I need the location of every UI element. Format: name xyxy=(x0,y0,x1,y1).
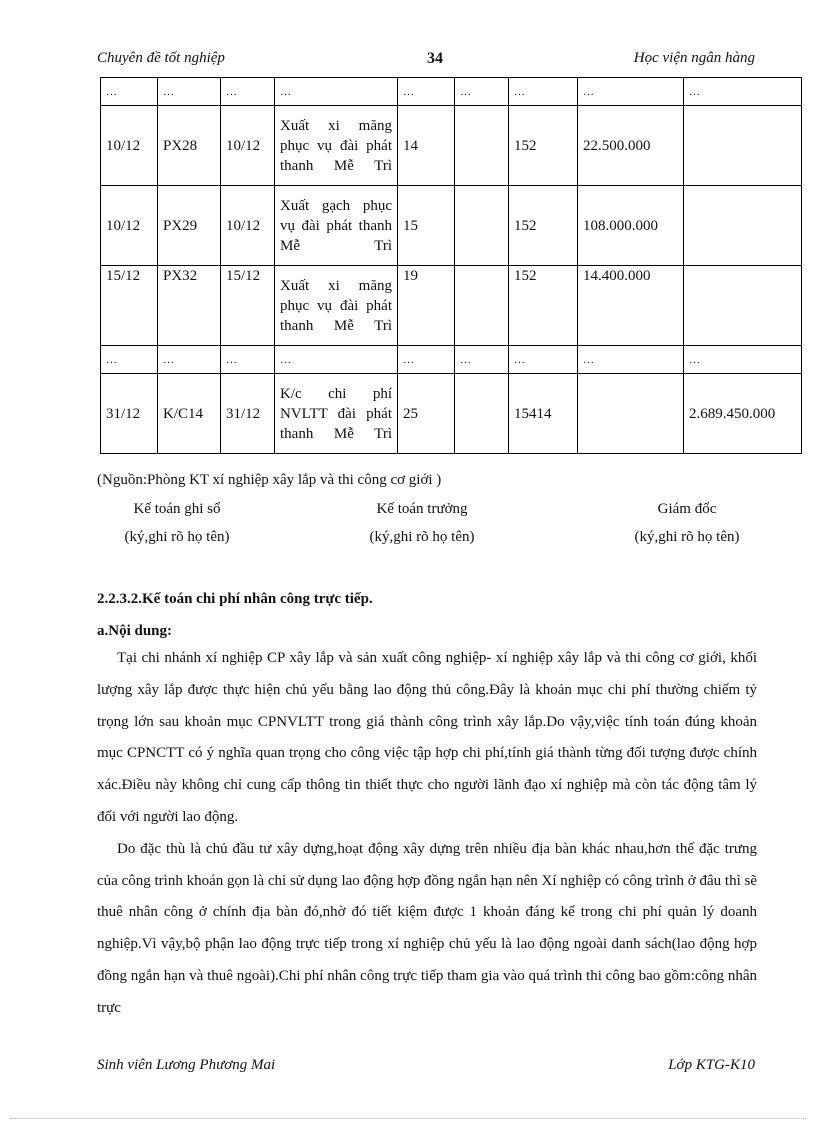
table-cell: 152 xyxy=(509,266,578,346)
signature-title: Kế toán trưởng xyxy=(376,501,468,517)
table-cell: 31/12 xyxy=(221,374,275,454)
table-cell: 2.689.450.000 xyxy=(684,374,802,454)
ledger-table xyxy=(100,77,802,454)
table-row xyxy=(101,186,802,266)
signature-sub: (ký,ghi rõ họ tên) xyxy=(634,529,740,545)
table-cell: PX29 xyxy=(158,186,221,266)
table-cell xyxy=(455,106,509,186)
table-cell: 15/12 xyxy=(101,266,158,346)
table-cell: … xyxy=(578,78,684,106)
section-title: 2.2.3.2.Kế toán chi phí nhân công trực tiếp. xyxy=(97,591,373,607)
table-cell: … xyxy=(101,78,158,106)
table-cell xyxy=(578,374,684,454)
paragraph: Tại chi nhánh xí nghiệp CP xây lắp và sản xuất công nghiệp- xí nghiệp xây lắp và thi công cơ giới, khối lượng xây lắp được thực hiện chủ yếu bằng lao động thủ công.Đây là khoản mục chi phí thường chiếm tỷ trọng lớn sau khoản mục CPNVLTT trong giá thành công trình xây lắp.Do vậy,việc tính toán đúng khoản mục CPNCTT có ý nghĩa quan trọng cho công việc tập hợp chi phí,tính giá thành từng đối tượng được chính xác.Điều này không chỉ cung cấp thông tin thiết thực cho người lãnh đạo xí nghiệp mà còn tác động tâm lý đối với người lao động. xyxy=(97,650,757,825)
table-cell xyxy=(684,106,802,186)
table-cell: PX32 xyxy=(158,266,221,346)
signature-director xyxy=(607,500,767,546)
table-cell: K/c chi phí NVLTT đài phát thanh Mễ Trì xyxy=(275,374,398,454)
table-cell: 25 xyxy=(398,374,455,454)
signature-sub: (ký,ghi rõ họ tên) xyxy=(369,529,475,545)
page-number: 34 xyxy=(427,50,443,67)
table-cell: 22.500.000 xyxy=(578,106,684,186)
signature-title: Giám đốc xyxy=(657,501,717,517)
page-footer xyxy=(97,1057,755,1074)
table-cell: 10/12 xyxy=(101,186,158,266)
table-cell: … xyxy=(101,346,158,374)
table-cell: … xyxy=(398,78,455,106)
table-row xyxy=(101,266,802,346)
table-row xyxy=(101,346,802,374)
table-cell: 15 xyxy=(398,186,455,266)
table-cell: Xuất xi măng phục vụ đài phát thanh Mễ Trì xyxy=(275,266,398,346)
table-cell: … xyxy=(684,346,802,374)
bottom-divider xyxy=(10,1118,806,1119)
table-cell: 152 xyxy=(509,186,578,266)
table-cell: 14 xyxy=(398,106,455,186)
table-cell: … xyxy=(578,346,684,374)
paragraph: Do đặc thù là chủ đầu tư xây dựng,hoạt động xây dựng trên nhiều địa bàn khác nhau,hơn thế đặc trưng của công trình khoán gọn là chỉ sử dụng lao động hợp đồng ngắn hạn nên Xí nghiệp có công trình ở đâu thì sẽ thuê nhân công ở chính địa bàn đó,nhờ đó tiết kiệm được 1 khoản đáng kể trong chi phí quản lý doanh nghiệp.Vì vậy,bộ phận lao động trực tiếp trong xí nghiệp chủ yếu là lao động ngoài danh sách(lao động hợp đồng ngắn hạn và thuê ngoài).Chi phí nhân công trực tiếp tham gia vào quá trình thi công bao gồm:công nhân trực xyxy=(97,840,757,1016)
table-cell xyxy=(455,374,509,454)
table-cell: K/C14 xyxy=(158,374,221,454)
table-cell: … xyxy=(684,78,802,106)
table-cell: … xyxy=(509,346,578,374)
table-cell: 108.000.000 xyxy=(578,186,684,266)
source-note: (Nguồn:Phòng KT xí nghiệp xây lắp và thi công cơ giới ) xyxy=(97,472,442,488)
table-cell: PX28 xyxy=(158,106,221,186)
table-cell xyxy=(684,186,802,266)
table-cell: … xyxy=(509,78,578,106)
header-right: Học viện ngân hàng xyxy=(633,50,755,66)
subsection-title: a.Nội dung: xyxy=(97,623,173,639)
table-row xyxy=(101,374,802,454)
table-cell: … xyxy=(221,78,275,106)
table-cell xyxy=(455,266,509,346)
page-header xyxy=(97,50,755,70)
table-cell: 31/12 xyxy=(101,374,158,454)
table-cell: … xyxy=(158,346,221,374)
footer-right: Lớp KTG-K10 xyxy=(668,1057,755,1073)
table-cell: Xuất gạch phục vụ đài phát thanh Mễ Trì xyxy=(275,186,398,266)
table-cell: 15/12 xyxy=(221,266,275,346)
table-cell: 15414 xyxy=(509,374,578,454)
table-cell xyxy=(684,266,802,346)
table-cell: 10/12 xyxy=(221,186,275,266)
signature-title: Kế toán ghi sổ xyxy=(133,501,221,517)
header-left: Chuyên đề tốt nghiệp xyxy=(97,50,225,66)
table-cell: 10/12 xyxy=(101,106,158,186)
body-text xyxy=(97,643,757,1025)
table-cell: … xyxy=(398,346,455,374)
table-cell: … xyxy=(455,346,509,374)
table-cell: 14.400.000 xyxy=(578,266,684,346)
table-cell: … xyxy=(221,346,275,374)
table-cell: Xuất xi măng phục vụ đài phát thanh Mễ Trì xyxy=(275,106,398,186)
table-cell: … xyxy=(455,78,509,106)
signature-sub: (ký,ghi rõ họ tên) xyxy=(124,529,230,545)
table-row xyxy=(101,78,802,106)
table-cell: … xyxy=(158,78,221,106)
signature-chief-accountant xyxy=(342,500,502,546)
table-cell: 19 xyxy=(398,266,455,346)
table-cell: … xyxy=(275,346,398,374)
table-cell: … xyxy=(275,78,398,106)
table-cell xyxy=(455,186,509,266)
table-cell: 152 xyxy=(509,106,578,186)
table-row xyxy=(101,106,802,186)
footer-left: Sinh viên Lương Phương Mai xyxy=(97,1057,276,1073)
table-cell: 10/12 xyxy=(221,106,275,186)
signature-accountant xyxy=(97,500,257,546)
